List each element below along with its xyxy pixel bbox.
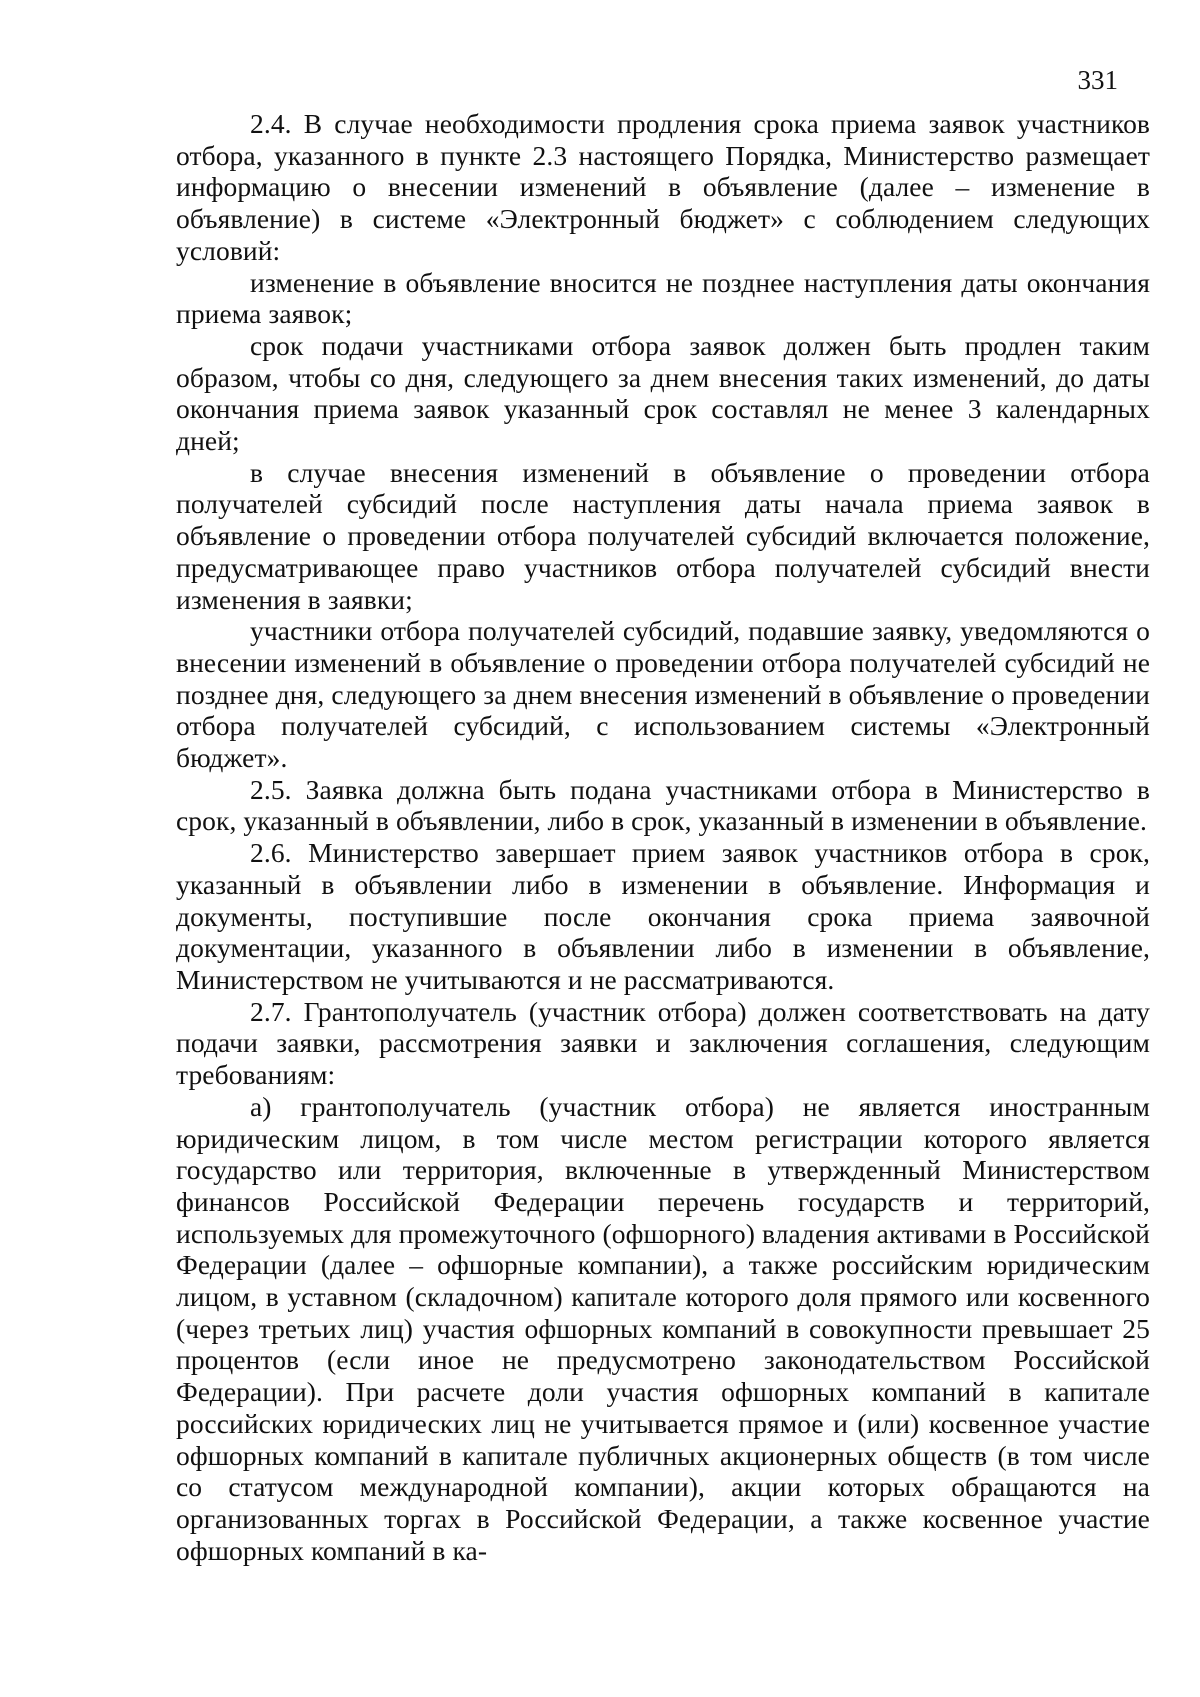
paragraph-2-7-a: а) грантополучатель (участник отбора) не является иностранным юридическим лицом, в том числе местом регистрации которого является государство или территория, включенные в утвержденный Министерством финансов Российской Федерации перечень государств и территорий, используемых для промежуточного (офшорного) владения активами в Российской Федерации (далее – офшорные компании), а также российским юридическим лицом, в уставном (складочном) капитале которого доля прямого или косвенного (через третьих лиц) участия офшорных компаний в совокупности превышает 25 процентов (если иное не предусмотрено законодательством Российской Федерации). При расчете доли участия офшорных компаний в капитале российских юридических лиц не учитывается прямое и (или) косвенное участие офшорных компаний в капитале публичных акционерных обществ (в том числе со статусом международной компании), акции которых обращаются на организованных торгах в Российской Федерации, а также косвенное участие офшорных компаний в ка-: [176, 1090, 1150, 1566]
paragraph-2-6: 2.6. Министерство завершает прием заявок участников отбора в срок, указанный в объявлении либо в изменении в объявление. Информация и документы, поступившие после окончания срока приема заявочной документации, указанного в объявлении либо в изменении в объявление, Министерством не учитываются и не рассматриваются.: [176, 837, 1150, 995]
paragraph-condition-2: срок подачи участниками отбора заявок должен быть продлен таким образом, чтобы со дня, следующего за днем внесения таких изменений, до даты окончания приема заявок указанный срок составлял не менее 3 календарных дней;: [176, 329, 1150, 457]
paragraph-2-5: 2.5. Заявка должна быть подана участниками отбора в Министерство в срок, указанный в объявлении, либо в срок, указанный в изменении в объявление.: [176, 773, 1150, 837]
paragraph-2-4: 2.4. В случае необходимости продления срока приема заявок участников отбора, указанного в пункте 2.3 настоящего Порядка, Министерство размещает информацию о внесении изменений в объявление (далее – изменение в объявление) в системе «Электронный бюджет» с соблюдением следующих условий:: [176, 108, 1150, 266]
document-body: [176, 108, 1150, 1566]
paragraph-condition-4: участники отбора получателей субсидий, подавшие заявку, уведомляются о внесении изменений в объявление о проведении отбора получателей субсидий не позднее дня, следующего за днем внесения изменений в объявление о проведении отбора получателей субсидий, с использованием системы «Электронный бюджет».: [176, 615, 1150, 774]
paragraph-2-7: 2.7. Грантополучатель (участник отбора) должен соответствовать на дату подачи заявки, рассмотрения заявки и заключения соглашения, следующим требованиям:: [176, 995, 1150, 1091]
paragraph-condition-3: в случае внесения изменений в объявление о проведении отбора получателей субсидий после наступления даты начала приема заявок в объявление о проведении отбора получателей субсидий включается положение, предусматривающее право участников отбора получателей субсидий внести изменения в заявки;: [176, 456, 1150, 615]
paragraph-condition-1: изменение в объявление вносится не позднее наступления даты окончания приема заявок;: [176, 266, 1150, 330]
page-number: 331: [1077, 65, 1118, 95]
